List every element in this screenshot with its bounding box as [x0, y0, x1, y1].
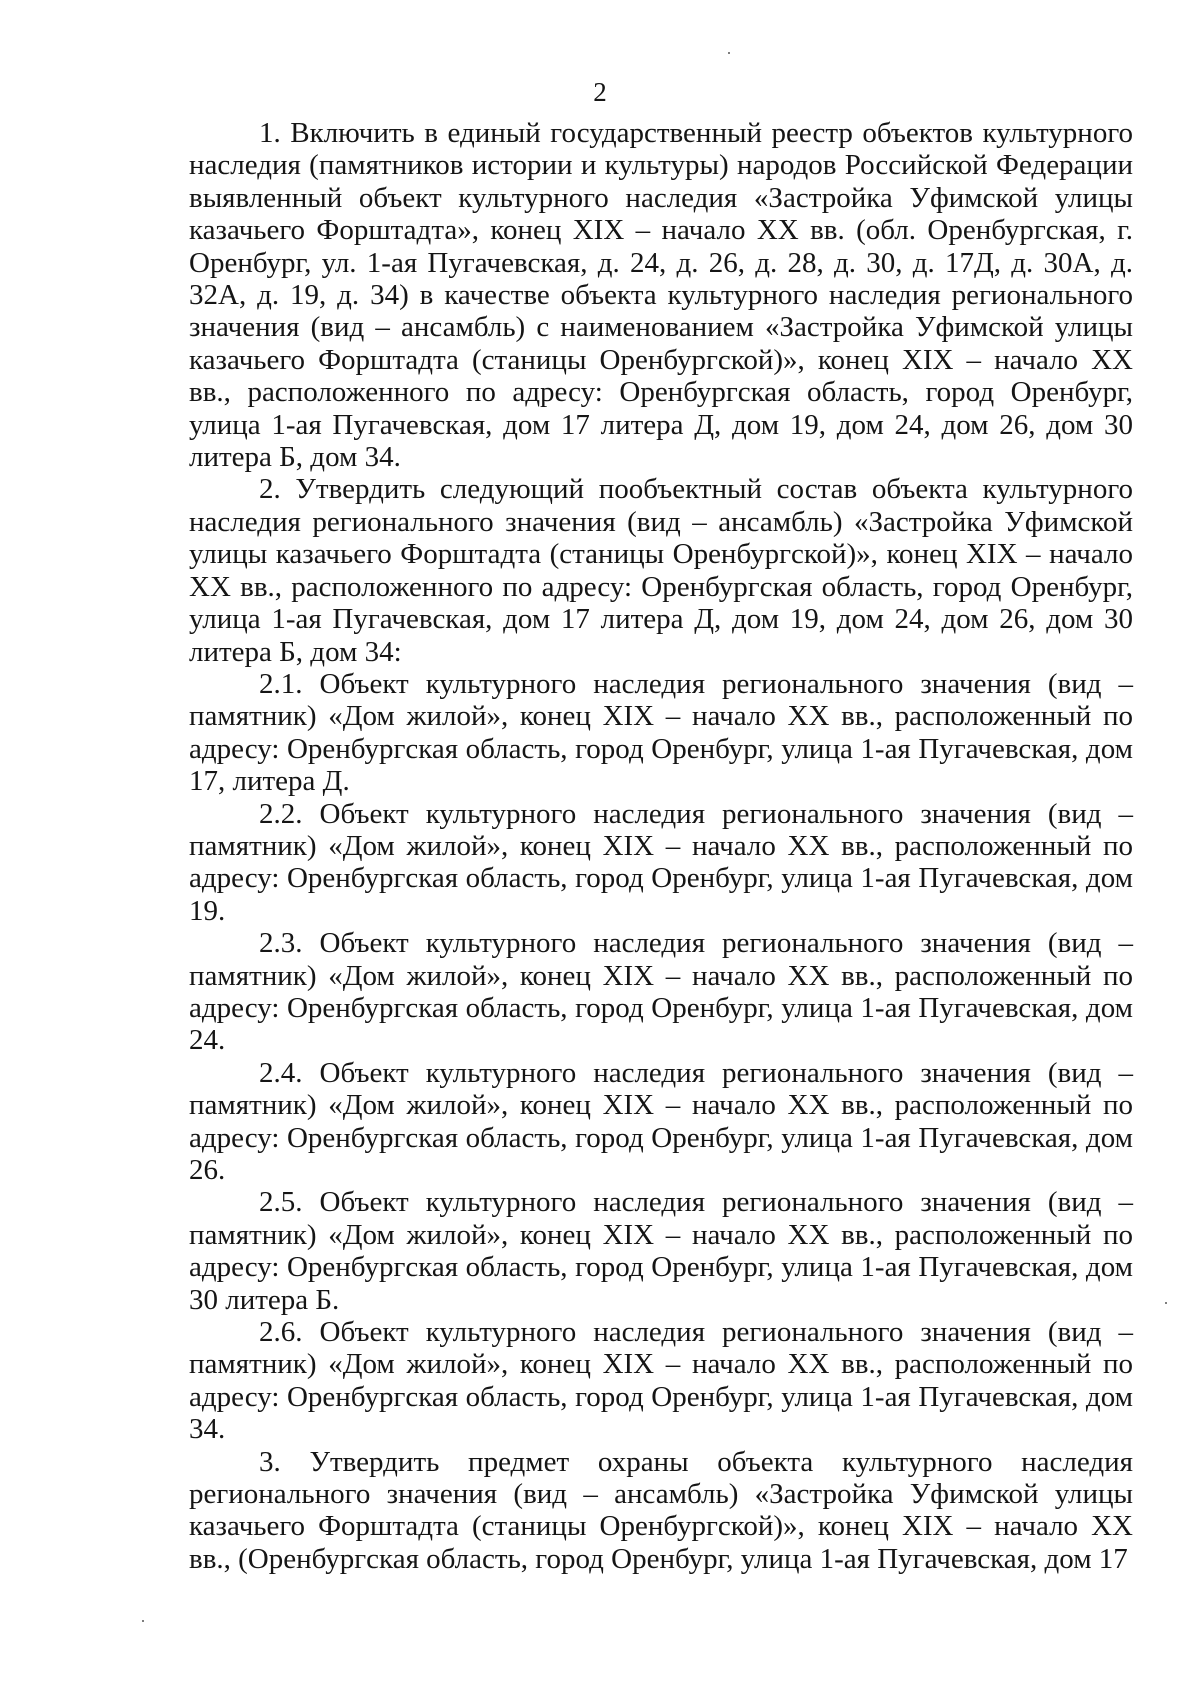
scan-speck [728, 52, 730, 54]
page-number: 2 [593, 77, 607, 107]
paragraph-3: 3. Утвердить предмет охраны объекта культурного наследия регионального значения (вид – ансамбль) «Застройка Уфимской улицы казачьего Форштадта (станицы Оренбургской)», конец XIX – начало XX вв., (Оренбургская область, город Оренбург, улица 1-ая Пугачевская, дом 17 [189, 1445, 1133, 1575]
paragraph-2-6: 2.6. Объект культурного наследия регионального значения (вид – памятник) «Дом жилой», конец XIX – начало XX вв., расположенный по адресу: Оренбургская область, город Оренбург, улица 1-ая Пугачевская, дом 34. [189, 1316, 1133, 1446]
paragraph-2-1: 2.1. Объект культурного наследия регионального значения (вид – памятник) «Дом жилой», конец XIX – начало XX вв., расположенный по адресу: Оренбургская область, город Оренбург, улица 1-ая Пугачевская, дом 17, литера Д. [189, 667, 1133, 798]
scan-speck [142, 1620, 144, 1622]
paragraph-2-3: 2.3. Объект культурного наследия регионального значения (вид – памятник) «Дом жилой», конец XIX – начало XX вв., расположенный по адресу: Оренбургская область, город Оренбург, улица 1-ая Пугачевская, дом 24. [189, 927, 1133, 1057]
paragraph-2-4: 2.4. Объект культурного наследия регионального значения (вид – памятник) «Дом жилой», конец XIX – начало XX вв., расположенный по адресу: Оренбургская область, город Оренбург, улица 1-ая Пугачевская, дом 26. [189, 1056, 1133, 1186]
paragraph-2-2: 2.2. Объект культурного наследия регионального значения (вид – памятник) «Дом жилой», конец XIX – начало XX вв., расположенный по адресу: Оренбургская область, город Оренбург, улица 1-ая Пугачевская, дом 19. [189, 797, 1133, 927]
paragraph-1: 1. Включить в единый государственный реестр объектов культурного наследия (памятников истории и культуры) народов Российской Федерации выявленный объект культурного наследия «Застройка Уфимской улицы казачьего Форштадта», конец XIX – начало XX вв. (обл. Оренбургская, г. Оренбург, ул. 1-ая Пугачевская, д. 24, д. 26, д. 28, д. 30, д. 17Д, д. 30А, д. 32А, д. 19, д. 34) в качестве объекта культурного наследия регионального значения (вид – ансамбль) с наименованием «Застройка Уфимской улицы казачьего Форштадта (станицы Оренбургской)», конец XIX – начало XX вв., расположенного по адресу: Оренбургская область, город Оренбург, улица 1-ая Пугачевская, дом 17 литера Д, дом 19, дом 24, дом 26, дом 30 литера Б, дом 34. [189, 117, 1133, 474]
document-body [189, 117, 1133, 1575]
scan-speck [1165, 1302, 1167, 1304]
paragraph-2: 2. Утвердить следующий пообъектный состав объекта культурного наследия регионального значения (вид – ансамбль) «Застройка Уфимской улицы казачьего Форштадта (станицы Оренбургской)», конец XIX – начало XX вв., расположенного по адресу: Оренбургская область, город Оренбург, улица 1-ая Пугачевская, дом 17 литера Д, дом 19, дом 24, дом 26, дом 30 литера Б, дом 34: [189, 473, 1133, 668]
paragraph-2-5: 2.5. Объект культурного наследия регионального значения (вид – памятник) «Дом жилой», конец XIX – начало XX вв., расположенный по адресу: Оренбургская область, город Оренбург, улица 1-ая Пугачевская, дом 30 литера Б. [189, 1186, 1133, 1316]
